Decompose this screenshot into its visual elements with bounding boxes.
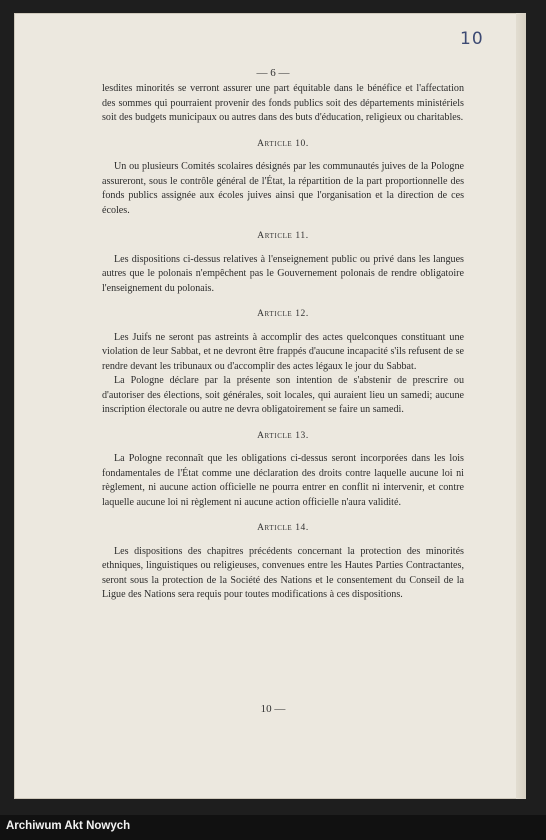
article-title: Article 13. [257, 430, 309, 441]
article-title: Article 12. [257, 309, 309, 319]
article-paragraph: Un ou plusieurs Comités scolaires désignés par les communautés juives de la Pologne assureront, sous le contrôle général de l'État, la répartition de la part proportionnelle des fonds publics assignée aux écoles juives ainsi que l'organisation et la direction de ces écoles. [102, 161, 464, 216]
article-paragraph: Les dispositions des chapitres précédents concernant la protection des minorités ethniques, linguistiques ou religieuses, convenues entre les Hautes Parties Contractantes, seront sous la protection de la Société des Nations et le consentement du Conseil de la Ligue des Nations sera requis pour toutes modifications à ces dispositions. [102, 545, 464, 600]
article-13 [102, 429, 464, 511]
article-12 [102, 307, 464, 418]
document-body [102, 82, 464, 603]
article-paragraph: La Pologne déclare par la présente son intention de s'abstenir de prescrire ou d'autoriser des élections, soit générales, soit locales, qui auraient lieu un samedi; aucune inscription électorale ou autre ne devra obligatoirement se faire un samedi. [102, 375, 464, 415]
article-14 [102, 521, 464, 603]
intro-paragraph: lesdites minorités se verront assurer une part équitable dans le bénéfice et l'affectation des sommes qui pourraient provenir des fonds publics soit des départements ministériels soit des budgets municipaux ou autres dans des buts d'éducation, religieux ou charitables. [102, 83, 464, 123]
page-edge [516, 13, 526, 799]
page-header: — 6 — [256, 67, 290, 79]
article-title: Article 11. [257, 231, 309, 241]
article-title: Article 10. [257, 138, 309, 149]
article-paragraph: La Pologne reconnaît que les obligations ci-dessus seront incorporées dans les lois fondamentales de l'État comme une déclaration des droits contre laquelle aucune loi ni règlement, ni aucune action officielle ne pourra entrer en conflit ni intervenir, et contre laquelle aucune loi ni règlement ni aucune action officielle n'aura validité. [102, 453, 464, 508]
article-title: Article 14. [257, 523, 309, 533]
archive-footer-bar [0, 815, 546, 840]
archive-name: Archiwum Akt Nowych [6, 820, 131, 832]
handwritten-page-number: 10 [460, 29, 484, 49]
article-10 [102, 137, 464, 219]
article-paragraph: Les dispositions ci-dessus relatives à l'enseignement public ou privé dans les langues autres que le polonais n'empêchent pas le Gouvernement polonais de rendre obligatoire l'enseignement du polonais. [102, 253, 464, 294]
article-11 [102, 229, 464, 296]
article-paragraph: Les Juifs ne seront pas astreints à accomplir des actes quelconques constituant une violation de leur Sabbat, et ne devront être frappés d'aucune incapacité s'ils refusent de se rendre devant les tribunaux ou d'accomplir des actes légaux le jour du Sabbat. [102, 331, 464, 372]
page-footer: 10 — [260, 703, 286, 715]
